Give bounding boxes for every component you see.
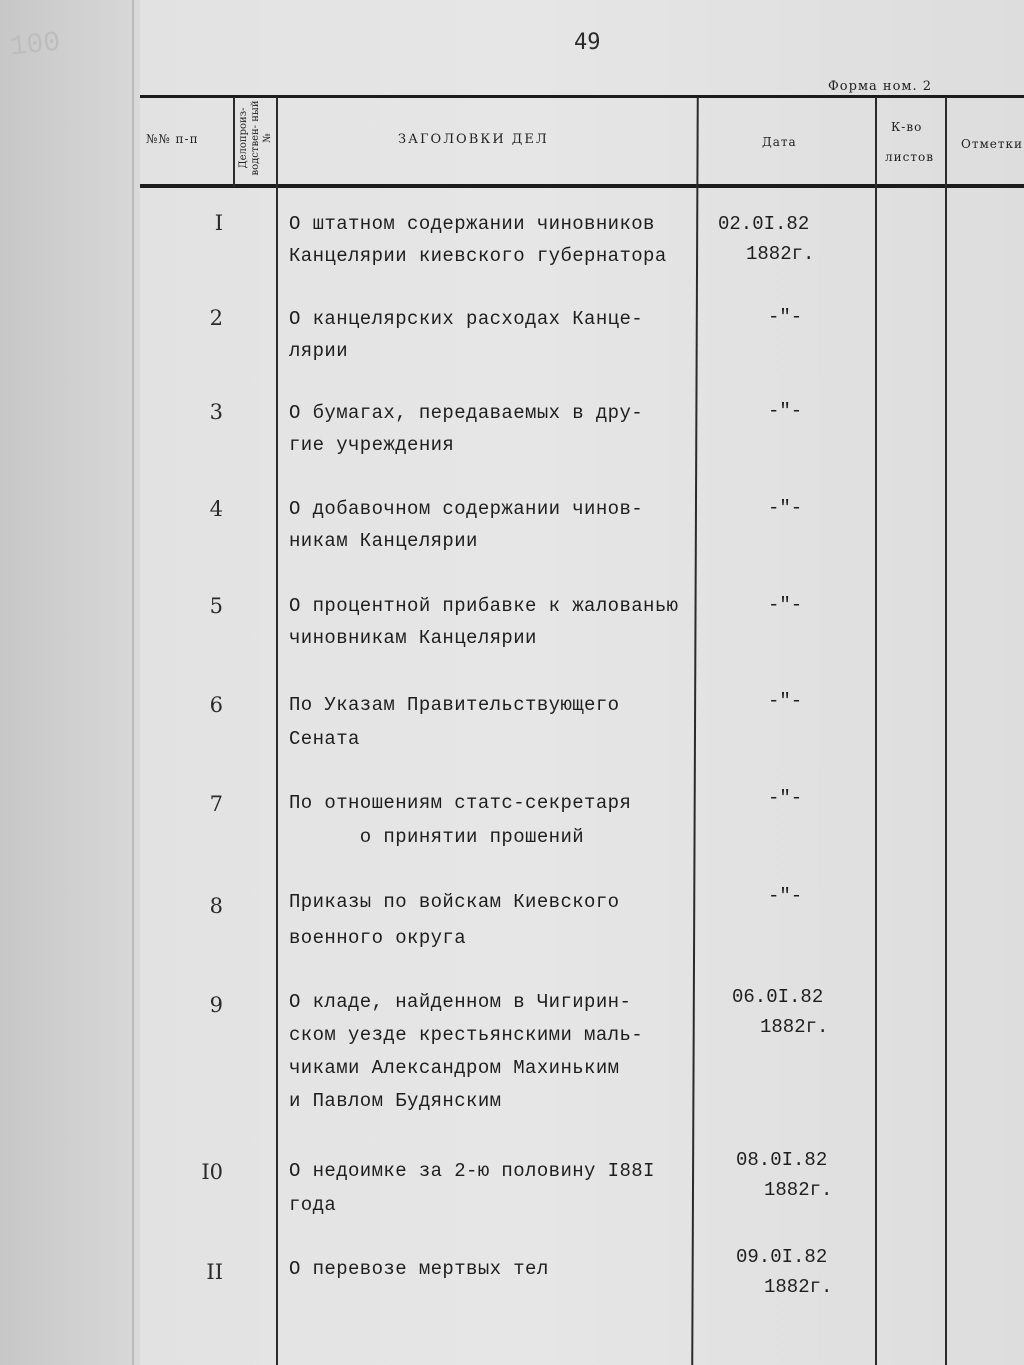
binding-shadow — [0, 0, 140, 1365]
case-date — [736, 1242, 876, 1302]
case-title-line: О процентной прибавке к жалованью — [289, 595, 679, 617]
row-number: I — [214, 211, 223, 235]
case-title-line: О канцелярских расходах Канце- — [289, 308, 644, 330]
date-year: 1882г. — [760, 1016, 829, 1038]
column-divider — [691, 97, 699, 1365]
ditto-mark: -"- — [768, 594, 803, 616]
row-number: II — [206, 1260, 223, 1284]
case-date — [736, 1145, 876, 1205]
ditto-mark: -"- — [768, 885, 803, 907]
date-year: 1882г. — [764, 1276, 833, 1298]
row-number: 5 — [209, 594, 223, 618]
header-titles: ЗАГОЛОВКИ ДЕЛ — [398, 132, 549, 147]
case-title-line: лярии — [289, 340, 349, 362]
case-title-line: и Павлом Будянским — [289, 1090, 502, 1112]
row-number: 4 — [209, 497, 223, 521]
case-title-line: О бумагах, передаваемых в дру- — [289, 402, 644, 424]
header-date: Дата — [762, 135, 797, 149]
case-title-line: По отношениям статс-секретаря — [289, 792, 632, 814]
header-production-number — [236, 100, 276, 182]
case-title-line: чиками Александром Махиньким — [289, 1057, 620, 1079]
row-number: 6 — [209, 693, 223, 717]
ditto-mark: -"- — [768, 690, 803, 712]
case-date — [732, 982, 872, 1042]
row-number: I0 — [201, 1160, 223, 1184]
header-production-number-text: Делопроиз- водствен- ный № — [238, 100, 273, 176]
case-title-line: О кладе, найденном в Чигирин- — [289, 991, 632, 1013]
date-year: 1882г. — [746, 243, 815, 265]
header-sheets-line2: листов — [885, 150, 934, 164]
row-number: 8 — [209, 894, 223, 918]
header-number: №№ п-п — [146, 132, 199, 146]
ditto-mark: -"- — [768, 497, 803, 519]
ditto-mark: -"- — [768, 787, 803, 809]
date-year: 1882г. — [764, 1179, 833, 1201]
row-number: 9 — [209, 993, 223, 1017]
corner-mark: 100 — [8, 27, 62, 64]
case-title-line: О недоимке за 2-ю половину I88I — [289, 1160, 655, 1182]
case-date — [718, 209, 858, 269]
ditto-mark: -"- — [768, 306, 803, 328]
date-line: 06.0I.82 — [732, 986, 824, 1008]
case-title-line: военного округа — [289, 927, 467, 949]
case-title-line: Сената — [289, 728, 360, 750]
date-line: 02.0I.82 — [718, 213, 810, 235]
row-number: 3 — [209, 400, 223, 424]
column-divider — [233, 97, 235, 187]
case-title-line: Канцелярии киевского губернатора — [289, 245, 667, 267]
form-label: Форма ном. 2 — [828, 79, 933, 94]
page-number: 49 — [574, 30, 601, 55]
case-title-line: О добавочном содержании чинов- — [289, 498, 644, 520]
header-notes: Отметки — [961, 137, 1024, 151]
case-title-line: чиновникам Канцелярии — [289, 627, 537, 649]
case-title-line: О перевозе мертвых тел — [289, 1258, 549, 1280]
row-number: 2 — [209, 306, 223, 330]
case-title-line: никам Канцелярии — [289, 530, 478, 552]
date-line: 09.0I.82 — [736, 1246, 828, 1268]
case-title-line: О штатном содержании чиновников — [289, 213, 655, 235]
row-number: 7 — [209, 792, 223, 816]
case-title-line: ском уезде крестьянскими маль- — [289, 1024, 644, 1046]
header-bottom-rule — [140, 184, 1024, 188]
case-title-line: Приказы по войскам Киевского — [289, 891, 620, 913]
case-title-line: По Указам Правительствующего — [289, 694, 620, 716]
case-title-line: года — [289, 1194, 337, 1216]
header-sheets-line1: К-во — [891, 120, 923, 134]
case-title-line: о принятии прошений — [289, 826, 585, 848]
column-divider — [945, 97, 947, 1365]
case-title-line: гие учреждения — [289, 434, 455, 456]
ditto-mark: -"- — [768, 400, 803, 422]
column-divider — [276, 97, 278, 1365]
date-line: 08.0I.82 — [736, 1149, 828, 1171]
